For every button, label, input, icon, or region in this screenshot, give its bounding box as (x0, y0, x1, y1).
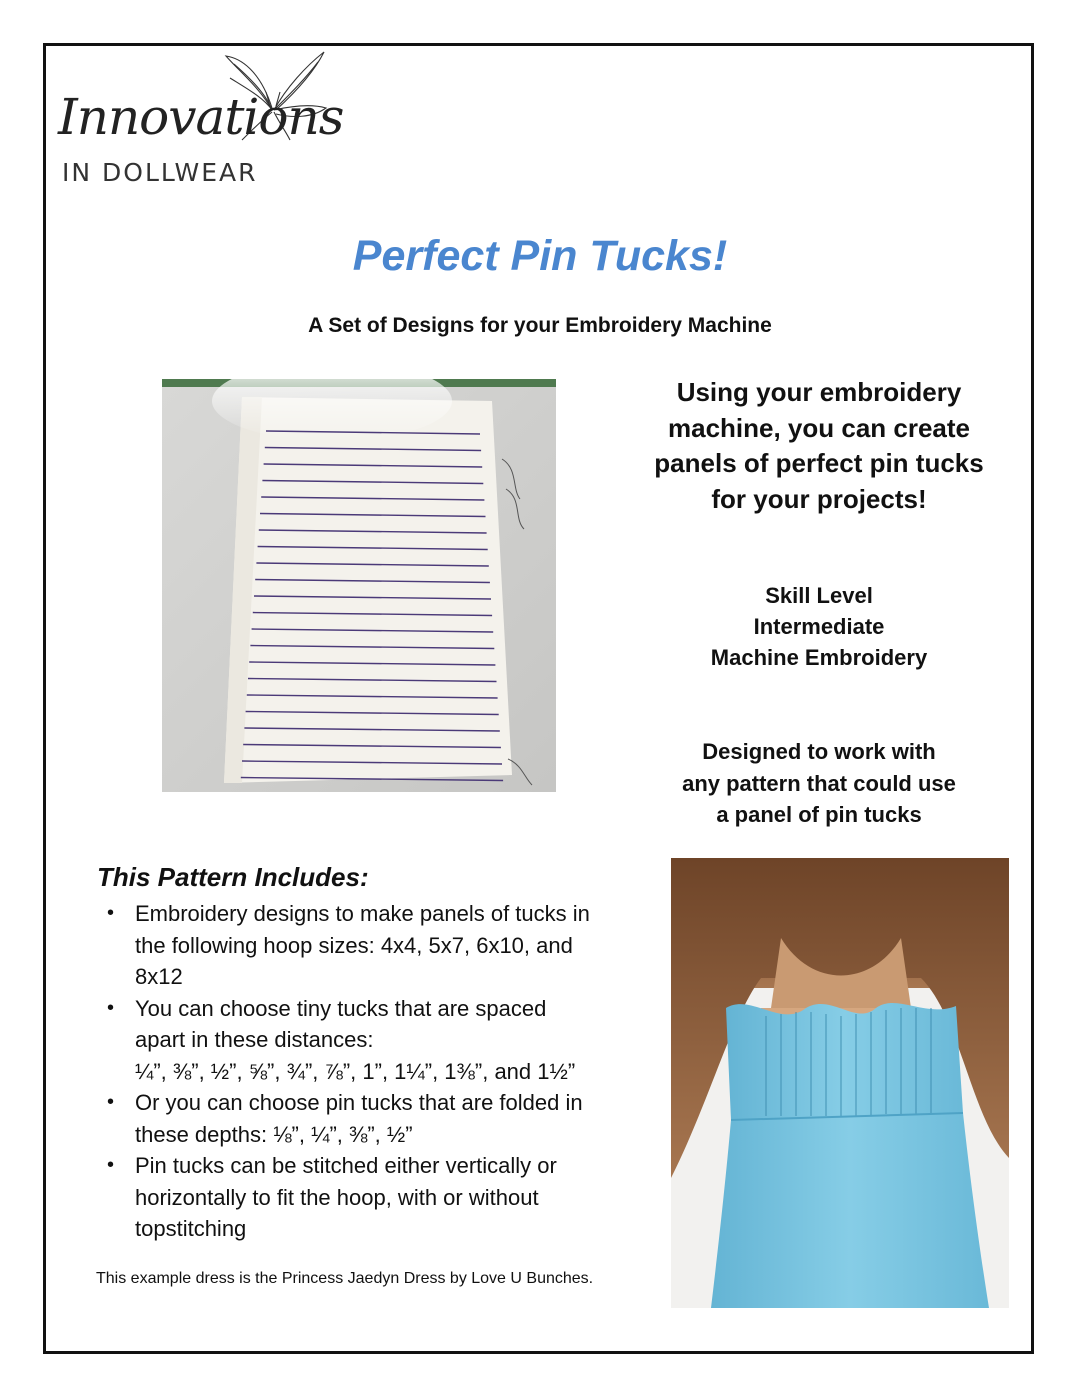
list-item-line: the following hoop sizes: 4x4, 5x7, 6x10, and (135, 932, 573, 958)
includes-list (97, 898, 657, 1245)
list-item-line: horizontally to fit the hoop, with or without (135, 1184, 539, 1210)
designed-line: any pattern that could use (682, 770, 956, 796)
list-item-line: these depths: ⅛”, ¼”, ⅜”, ½” (135, 1121, 413, 1147)
intro-line: machine, you can create (667, 412, 971, 443)
list-item-line: • Pin tucks can be stitched either vertically or (135, 1153, 557, 1178)
skill-line: Skill Level (765, 583, 873, 608)
list-item (97, 1087, 657, 1150)
list-item-line: apart in these distances: (135, 1027, 374, 1052)
brand-logo (50, 48, 344, 198)
designed-line: Designed to work with (702, 739, 936, 764)
skill-line: Machine Embroidery (710, 645, 928, 670)
intro-line: Using your embroidery (676, 377, 962, 407)
logo-sub-text: IN DOLLWEAR (62, 158, 258, 187)
photo-caption: This example dress is the Princess Jaedyn Dress by Love U Bunches. (96, 1270, 594, 1287)
list-item-line: 8x12 (135, 964, 183, 989)
list-item (97, 898, 657, 993)
doll-dress-photo (671, 858, 1009, 1308)
includes-heading: This Pattern Includes: (97, 862, 369, 892)
page-subtitle: A Set of Designs for your Embroidery Machine (308, 314, 772, 337)
list-item-line: topstitching (135, 1216, 247, 1241)
list-item (97, 1150, 657, 1245)
logo-script-text: Innovations (58, 88, 344, 146)
designed-line: a panel of pin tucks (716, 802, 922, 827)
list-item-line: ¼”, ⅜”, ½”, ⅝”, ¾”, ⅞”, 1”, 1¼”, 1⅜”, and 1½” (135, 1058, 576, 1084)
list-item-line: • Embroidery designs to make panels of tucks in (135, 901, 590, 926)
pin-tuck-fabric-photo (162, 379, 556, 792)
skill-line: Intermediate (753, 614, 885, 639)
intro-line: panels of perfect pin tucks (654, 448, 984, 478)
list-item-line: • Or you can choose pin tucks that are folded in (135, 1090, 583, 1115)
intro-blurb (610, 375, 1028, 517)
list-item (97, 993, 657, 1088)
compatibility-note (610, 736, 1028, 831)
intro-line: for your projects! (711, 483, 927, 514)
list-item-line: • You can choose tiny tucks that are spaced (135, 995, 547, 1021)
skill-level (610, 580, 1028, 673)
page-title: Perfect Pin Tucks! (352, 232, 728, 280)
